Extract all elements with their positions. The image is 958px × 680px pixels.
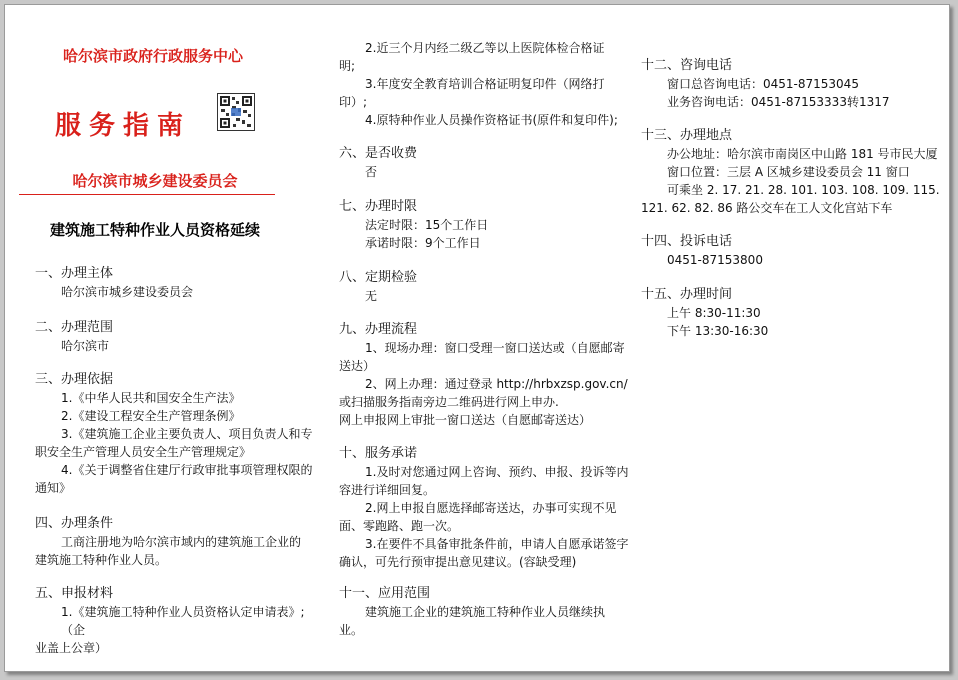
section-heading: 八、定期检验 <box>339 270 418 285</box>
section-text: 1.《中华人民共和国安全生产法》 <box>61 391 241 405</box>
section-text: 面、零跑路、跑一次。 <box>339 519 460 533</box>
section-text: 网上申报网上审批一窗口送达（自愿邮寄送达） <box>339 413 592 427</box>
section-2 <box>35 319 321 355</box>
section-heading: 六、是否收费 <box>339 146 418 161</box>
section-11 <box>339 585 631 639</box>
section-text: 2.网上申报自愿选择邮寄送达，办事可实现不见 <box>365 501 617 515</box>
section-heading: 十三、办理地点 <box>641 128 733 143</box>
section-text: 业务咨询电话：0451-87153333转1317 <box>667 95 890 109</box>
section-text: 窗口位置：三层 A 区城乡建设委员会 11 窗口 <box>667 165 910 179</box>
section-text: 无 <box>365 289 378 303</box>
section-text: 2.《建设工程安全生产管理条例》 <box>61 409 241 423</box>
section-heading: 十、服务承诺 <box>339 446 418 461</box>
section-heading: 二、办理范围 <box>35 320 114 335</box>
section-8 <box>339 269 631 305</box>
section-5-continued <box>339 39 631 129</box>
dept-title: 哈尔滨市城乡建设委员会 <box>72 172 238 190</box>
section-text: 确认，可先行预审提出意见建议。(容缺受理) <box>339 555 577 569</box>
section-text: 否 <box>365 165 378 179</box>
section-text: 哈尔滨市 <box>61 339 110 353</box>
section-text: 2、网上办理：通过登录 http://hrbxzsp.gov.cn/ <box>365 377 628 391</box>
section-7 <box>339 198 631 252</box>
section-3 <box>35 371 321 497</box>
section-15 <box>641 286 941 340</box>
section-text: 0451-87153800 <box>667 253 763 267</box>
title-divider <box>19 194 275 195</box>
section-text: 办公地址：哈尔滨市南岗区中山路 181 号市民大厦 <box>667 147 938 161</box>
section-1 <box>35 265 321 301</box>
section-text: 1、现场办理：窗口受理一窗口送达或（自愿邮寄 <box>365 341 625 355</box>
section-heading: 十二、咨询电话 <box>641 58 733 73</box>
section-text: 1.及时对您通过网上咨询、预约、申报、投诉等内 <box>365 465 629 479</box>
section-text: 职安全生产管理人员安全生产管理规定》 <box>35 445 252 459</box>
section-heading: 五、申报材料 <box>35 586 114 601</box>
section-text: 或扫描服务指南旁边二维码进行网上申办. <box>339 395 559 409</box>
section-4 <box>35 515 321 569</box>
section-heading: 一、办理主体 <box>35 266 114 281</box>
section-text: 下午 13:30-16:30 <box>667 324 769 338</box>
section-text: 窗口总咨询电话：0451-87153045 <box>667 77 859 91</box>
section-text: 3.《建筑施工企业主要负责人、项目负责人和专 <box>61 427 313 441</box>
document-page <box>4 4 950 672</box>
section-text: 4.《关于调整省住建厅行政审批事项管理权限的 <box>61 463 313 477</box>
section-text: 1.《建筑施工特种作业人员资格认定申请表》;（企 <box>61 605 305 637</box>
section-text: 法定时限：15个工作日 <box>365 218 489 232</box>
section-14 <box>641 233 941 269</box>
section-text: 承诺时限：9个工作日 <box>365 236 481 250</box>
section-text: 建筑施工企业的建筑施工特种作业人员继续执 <box>365 605 606 619</box>
section-heading: 九、办理流程 <box>339 322 418 337</box>
section-text: 业盖上公章） <box>35 641 108 655</box>
section-5 <box>35 585 325 657</box>
section-text: 哈尔滨市城乡建设委员会 <box>61 285 194 299</box>
document-title: 建筑施工特种作业人员资格延续 <box>49 221 260 239</box>
section-12 <box>641 57 941 111</box>
section-heading: 三、办理依据 <box>35 372 114 387</box>
section-heading: 十五、办理时间 <box>641 287 733 302</box>
section-heading: 十一、应用范围 <box>339 586 431 601</box>
section-text: 通知》 <box>35 481 72 495</box>
section-text: 容进行详细回复。 <box>339 483 436 497</box>
section-6 <box>339 145 631 181</box>
section-text: 121. 62. 82. 86 路公交车在工人文化宫站下车 <box>641 201 893 215</box>
section-text: 明; <box>339 59 356 73</box>
section-10 <box>339 445 631 571</box>
section-text: 送达） <box>339 359 376 373</box>
section-text: 3.在要件不具备审批条件前，申请人自愿承诺签字 <box>365 537 629 551</box>
org-title: 哈尔滨市政府行政服务中心 <box>62 47 243 65</box>
section-13 <box>641 127 941 217</box>
section-9 <box>339 321 631 429</box>
section-text: 上午 8:30-11:30 <box>667 306 761 320</box>
section-text: 2.近三个月内经二级乙等以上医院体检合格证 <box>365 41 605 55</box>
section-text: 业。 <box>339 623 364 637</box>
section-heading: 十四、投诉电话 <box>641 234 733 249</box>
section-text: 工商注册地为哈尔滨市域内的建筑施工企业的 <box>61 535 302 549</box>
guide-title: 服务指南 <box>55 111 192 141</box>
section-heading: 四、办理条件 <box>35 516 114 531</box>
section-heading: 七、办理时限 <box>339 199 418 214</box>
section-text: 可乘坐 2. 17. 21. 28. 101. 103. 108. 109. 115. <box>667 183 940 197</box>
section-text: 4.原特种作业人员操作资格证书(原件和复印件); <box>365 113 618 127</box>
section-text: 建筑施工特种作业人员。 <box>35 553 168 567</box>
qr-code-icon <box>217 93 255 131</box>
section-text: 3.年度安全教育培训合格证明复印件（网络打 <box>365 77 605 91</box>
section-text: 印）; <box>339 95 368 109</box>
